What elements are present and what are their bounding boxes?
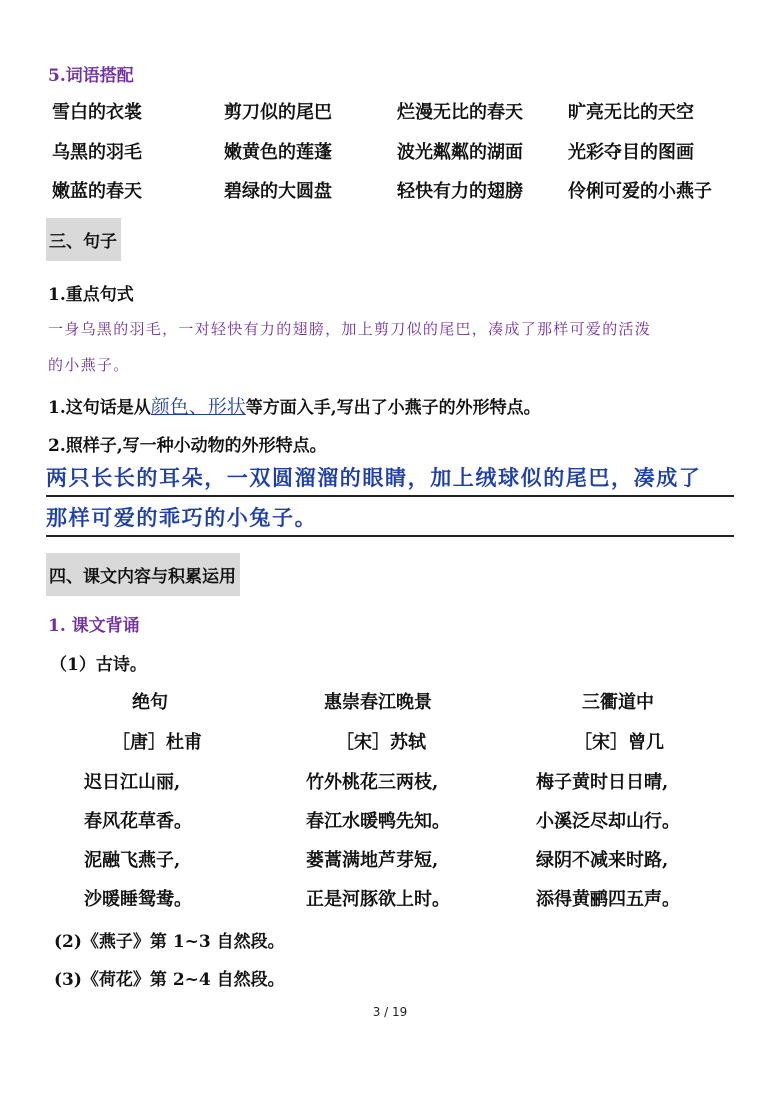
phrase: 剪刀似的尾巴 <box>224 102 332 123</box>
poem-line: 泥融飞燕子, <box>84 850 181 871</box>
poem-line: 竹外桃花三两枝, <box>306 772 439 793</box>
page-number: 3 / 19 <box>372 1005 408 1019</box>
model-sentence-line-1: 一身乌黑的羽毛，一对轻快有力的翅膀，加上剪刀似的尾巴，凑成了那样可爱的活泼 <box>48 320 652 338</box>
phrase: 嫩蓝的春天 <box>52 181 142 202</box>
poem-author: ［宋］曾几 <box>574 732 664 753</box>
section-4-subtitle: 1. 课文背诵 <box>48 616 140 636</box>
item-3: (3)《荷花》第 2~4 自然段。 <box>54 970 285 990</box>
question-1 <box>48 392 541 419</box>
model-sentence-line-2: 的小燕子。 <box>48 356 130 374</box>
poem-line: 沙暖睡鸳鸯。 <box>84 889 192 910</box>
phrase-row <box>52 138 752 164</box>
question-1-suffix: 等方面入手,写出了小燕子的外形特点。 <box>245 398 541 418</box>
phrase: 烂漫无比的春天 <box>397 102 523 123</box>
item-1: （1）古诗。 <box>50 655 147 675</box>
phrase-row <box>52 98 752 124</box>
section-5-title: 5.词语搭配 <box>48 66 134 86</box>
poem-title: 三衢道中 <box>582 692 654 713</box>
poem-line: 蒌蒿满地芦芽短, <box>306 850 439 871</box>
question-2: 2.照样子,写一种小动物的外形特点。 <box>48 436 327 456</box>
phrase: 光彩夺目的图画 <box>568 142 694 163</box>
question-1-answer: 颜色、形状 <box>150 396 246 418</box>
poem-author: ［唐］杜甫 <box>112 732 202 753</box>
poem-line: 春风花草香。 <box>84 811 192 832</box>
section-3-heading: 三、句子 <box>46 218 121 261</box>
poem-line: 迟日江山丽, <box>84 772 181 793</box>
poem-author: ［宋］苏轼 <box>336 732 426 753</box>
section-3-subtitle: 1.重点句式 <box>48 285 134 305</box>
phrase: 碧绿的大圆盘 <box>224 181 332 202</box>
section-4-heading: 四、课文内容与积累运用 <box>46 553 240 596</box>
poem-line: 梅子黄时日日晴, <box>536 772 669 793</box>
phrase-row <box>52 177 752 203</box>
phrase: 旷亮无比的天空 <box>568 102 694 123</box>
phrase: 雪白的衣裳 <box>52 102 142 123</box>
phrase: 嫩黄色的莲蓬 <box>224 142 332 163</box>
question-1-prefix: 1.这句话是从 <box>48 398 151 418</box>
poem-title: 惠崇春江晚景 <box>324 692 432 713</box>
poem-line: 小溪泛尽却山行。 <box>536 811 680 832</box>
phrase: 乌黑的羽毛 <box>52 142 142 163</box>
item-2: (2)《燕子》第 1~3 自然段。 <box>54 932 285 952</box>
answer-line-1: 两只长长的耳朵，一双圆溜溜的眼睛，加上绒球似的尾巴，凑成了 <box>46 461 734 497</box>
answer-line-2: 那样可爱的乖巧的小兔子。 <box>46 501 734 537</box>
poem-line: 绿阴不减来时路, <box>536 850 669 871</box>
poem-line: 添得黄鹂四五声。 <box>536 889 680 910</box>
phrase: 波光粼粼的湖面 <box>397 142 523 163</box>
phrase: 轻快有力的翅膀 <box>397 181 523 202</box>
poem-line: 正是河豚欲上时。 <box>306 889 450 910</box>
poem-line: 春江水暖鸭先知。 <box>306 811 450 832</box>
poem-title: 绝句 <box>132 692 168 713</box>
phrase: 伶俐可爱的小燕子 <box>568 181 712 202</box>
